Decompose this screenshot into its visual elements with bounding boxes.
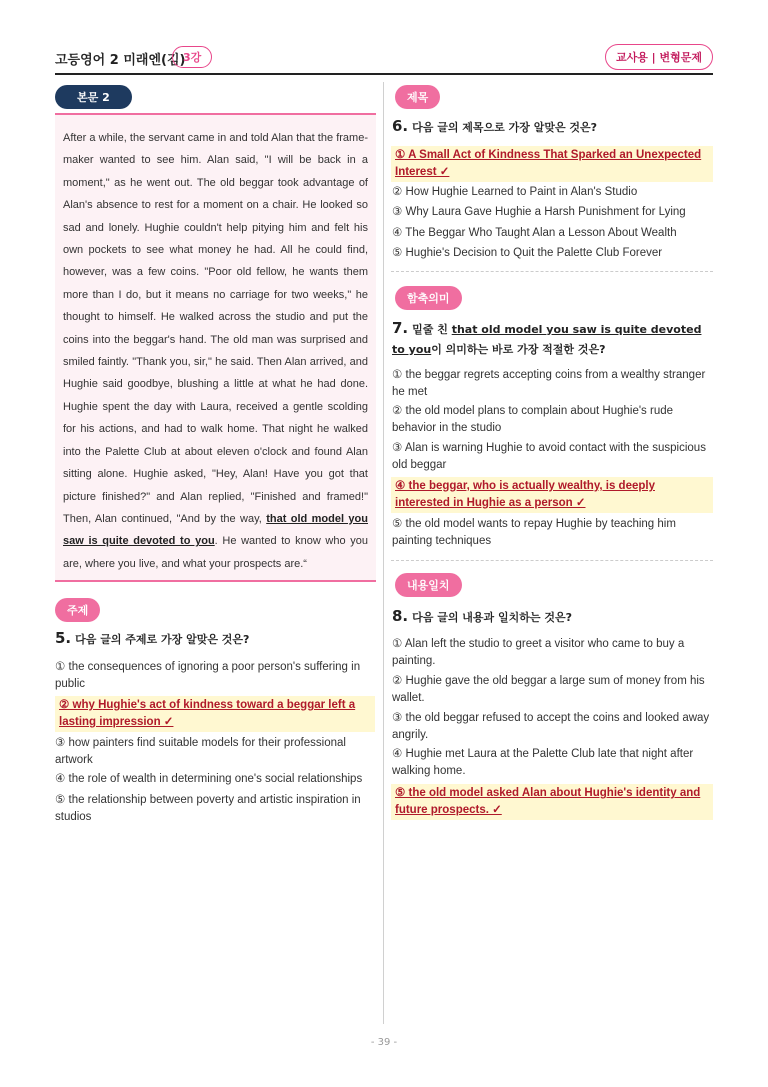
q5-question xyxy=(55,628,249,650)
q8-option-1[interactable]: ① Alan left the studio to greet a visitor who came to buy a painting. xyxy=(392,638,685,667)
q8-option-3[interactable]: ③ the old beggar refused to accept the coins and looked away angrily. xyxy=(392,712,710,741)
q5-text: 다음 글의 주제로 가장 알맞은 것은? xyxy=(75,633,250,646)
q5-option-1[interactable]: ① the consequences of ignoring a poor person's suffering in public xyxy=(55,661,361,690)
edition-badge: 교사용 | 변형문제 xyxy=(605,44,713,70)
q7-badge: 함축의미 xyxy=(395,286,462,310)
section-separator xyxy=(391,560,713,561)
lesson-badge: 3강 xyxy=(172,46,212,68)
page-header xyxy=(55,44,713,74)
passage-badge: 본문 2 xyxy=(55,85,132,109)
q6-text: 다음 글의 제목으로 가장 알맞은 것은? xyxy=(412,121,598,134)
q6-option-4[interactable]: ④ The Beggar Who Taught Alan a Lesson About Wealth xyxy=(392,227,677,239)
q5-number: 5. xyxy=(55,629,72,647)
q7-question xyxy=(392,318,714,360)
q7-number: 7. xyxy=(392,319,409,337)
q7-prefix: 밑줄 친 xyxy=(412,323,452,336)
passage-box xyxy=(55,113,376,582)
q7-suffix: 이 의미하는 바로 가장 적절한 것은? xyxy=(431,343,606,356)
q6-option-3[interactable]: ③ Why Laura Gave Hughie a Harsh Punishment for Lying xyxy=(392,206,686,218)
q6-question xyxy=(392,116,597,138)
section-separator xyxy=(391,271,713,272)
q7-underlined: that old model you saw is quite devoted to you xyxy=(392,323,702,356)
q7-option-5[interactable]: ⑤ the old model wants to repay Hughie by teaching him painting techniques xyxy=(392,518,676,547)
book-title: 고등영어 2 미래엔(김) xyxy=(55,53,186,68)
q8-number: 8. xyxy=(392,607,409,625)
page-number: - 39 - xyxy=(370,1037,398,1048)
passage-underlined: that old model you saw is quite devoted to you xyxy=(63,512,368,548)
q7-option-2[interactable]: ② the old model plans to complain about Hughie's rude behavior in the studio xyxy=(392,405,674,434)
header-rule xyxy=(55,73,713,75)
q6-number: 6. xyxy=(392,117,409,135)
q7-option-4-answer[interactable]: ④ the beggar, who is actually wealthy, is deeply interested in Hughie as a person ✓ xyxy=(391,477,713,513)
q8-option-2[interactable]: ② Hughie gave the old beggar a large sum of money from his wallet. xyxy=(392,675,705,704)
q8-badge: 내용일치 xyxy=(395,573,462,597)
q8-option-4[interactable]: ④ Hughie met Laura at the Palette Club late that night after walking home. xyxy=(392,748,694,777)
passage-text-end: . He wanted to know who you are, where you live, and what your prospects are.“ xyxy=(63,535,368,570)
passage-text: After a while, the servant came in and told Alan that the frame-maker wanted to see him. Alan said, "I will be back in a moment," as he went out. The old beggar took advantage of Alan's absence to rest for a moment on a chair. He looked so sad and lonely. Hughie couldn't help pitying him and felt his own pockets to see what money he had. All he could find, however, was a few coins. "Poor old fellow, he wants them more than I do, but it means no carriage for two weeks," he thought to himself. He walked across the studio and put the coins into the beggar's hand. The old man was surprised and smiled faintly. "Thank you, sir," he said. Then Alan arrived, and Hughie said goodbye, blushing a little at what he had done. Hughie spent the day with Laura, received a gentle scolding for his actions, and had to walk home. That night he walked into the Palette Club at about eleven o'clock and found Alan sitting alone. Hughie asked, "Hey, Alan! Have you got that picture finished?" and Alan replied, "Finished and framed!" Then, Alan continued, "And by the way, xyxy=(63,132,368,525)
column-divider xyxy=(383,82,384,1024)
q6-badge: 제목 xyxy=(395,85,440,109)
q5-badge: 주제 xyxy=(55,598,100,622)
q6-option-2[interactable]: ② How Hughie Learned to Paint in Alan's Studio xyxy=(392,186,638,198)
q7-option-3[interactable]: ③ Alan is warning Hughie to avoid contact with the suspicious old beggar xyxy=(392,442,706,471)
q5-option-2-answer[interactable]: ② why Hughie's act of kindness toward a beggar left a lasting impression ✓ xyxy=(55,696,375,732)
q8-option-5-answer[interactable]: ⑤ the old model asked Alan about Hughie's identity and future prospects. ✓ xyxy=(391,784,713,820)
q8-question xyxy=(392,606,572,628)
q6-option-1-answer[interactable]: ① A Small Act of Kindness That Sparked an Unexpected Interest ✓ xyxy=(391,146,713,182)
q7-option-1[interactable]: ① the beggar regrets accepting coins from a wealthy stranger he met xyxy=(392,369,706,398)
q6-option-5[interactable]: ⑤ Hughie's Decision to Quit the Palette Club Forever xyxy=(392,247,663,259)
q5-option-3[interactable]: ③ how painters find suitable models for their professional artwork xyxy=(55,737,346,766)
q5-option-4[interactable]: ④ the role of wealth in determining one's social relationships xyxy=(55,773,363,785)
q8-text: 다음 글의 내용과 일치하는 것은? xyxy=(412,611,572,624)
q5-option-5[interactable]: ⑤ the relationship between poverty and artistic inspiration in studios xyxy=(55,794,361,823)
